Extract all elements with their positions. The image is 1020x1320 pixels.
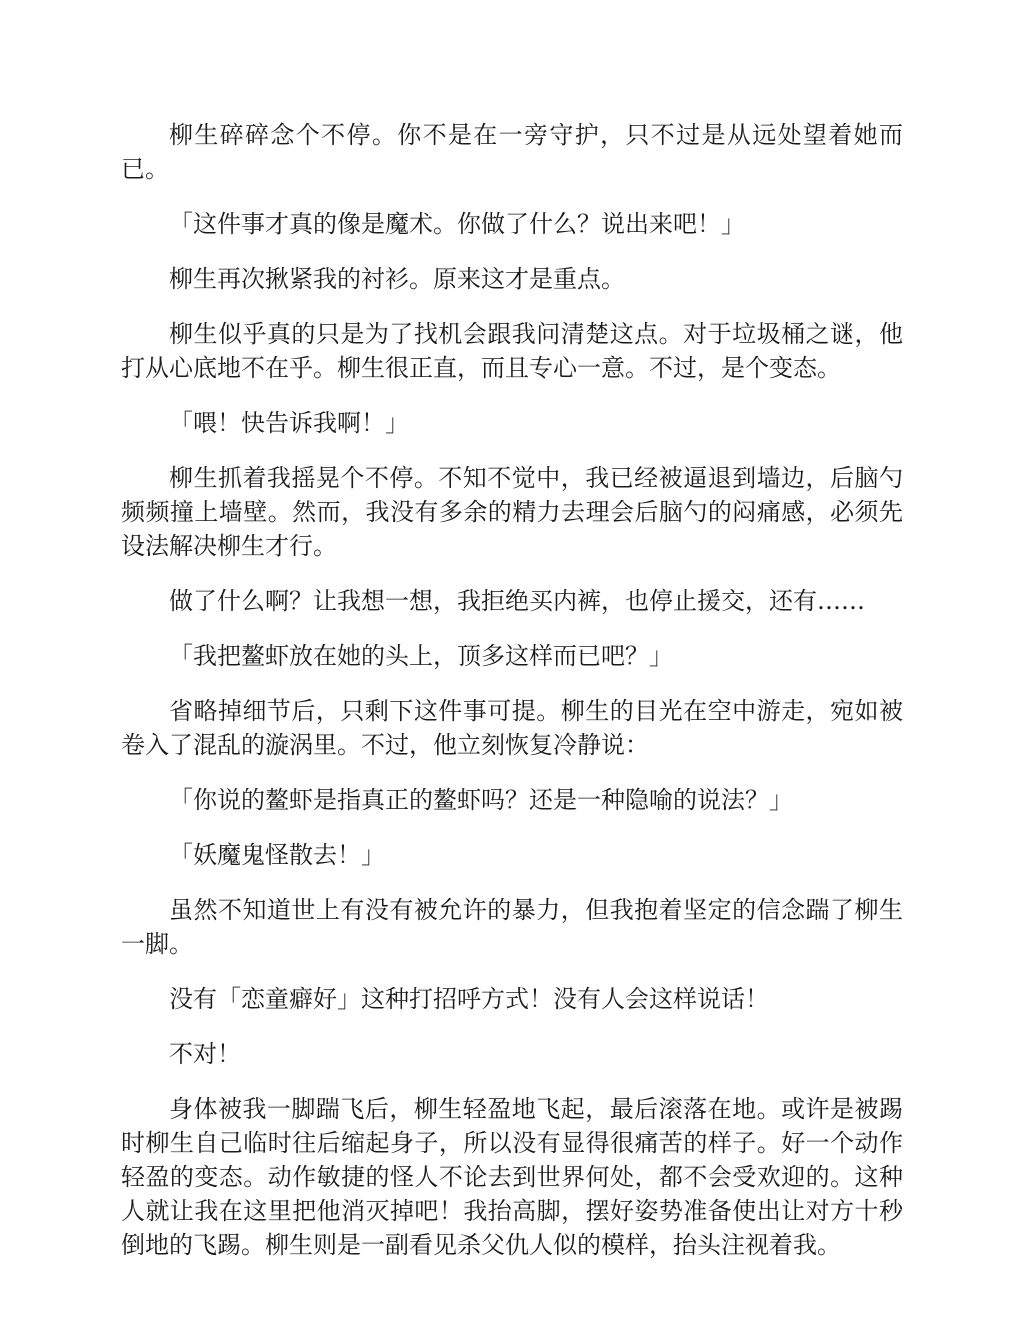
paragraph: 柳生抓着我摇晃个不停。不知不觉中，我已经被逼退到墙边，后脑勺频频撞上墙壁。然而，我没有多余的精力去理会后脑勺的闷痛感，必须先设法解决柳生才行。 xyxy=(121,464,903,560)
paragraph: 「你说的鳌虾是指真正的鳌虾吗？还是一种隐喻的说法？」 xyxy=(169,786,793,814)
paragraph: 省略掉细节后，只剩下这件事可提。柳生的目光在空中游走，宛如被卷入了混乱的漩涡里。不过，他立刻恢复冷静说： xyxy=(121,697,903,759)
paragraph: 「妖魔鬼怪散去！」 xyxy=(169,841,385,869)
paragraph: 虽然不知道世上有没有被允许的暴力，但我抱着坚定的信念踹了柳生一脚。 xyxy=(121,896,903,958)
paragraph: 不对！ xyxy=(169,1040,241,1068)
paragraph: 柳生再次揪紧我的衬衫。原来这才是重点。 xyxy=(169,265,625,293)
paragraph: 「这件事才真的像是魔术。你做了什么？说出来吧！」 xyxy=(169,210,745,238)
paragraph: 柳生似乎真的只是为了找机会跟我问清楚这点。对于垃圾桶之谜，他打从心底地不在乎。柳生很正直，而且专心一意。不过，是个变态。 xyxy=(121,320,903,382)
text-body xyxy=(121,118,903,1283)
paragraph: 柳生碎碎念个不停。你不是在一旁守护，只不过是从远处望着她而已。 xyxy=(121,121,903,183)
paragraph: 「喂！快告诉我啊！」 xyxy=(169,409,409,437)
paragraph: 做了什么啊？让我想一想，我拒绝买内裤，也停止援交，还有…… xyxy=(169,587,865,615)
paragraph: 没有「恋童癖好」这种打招呼方式！没有人会这样说话！ xyxy=(169,985,769,1013)
paragraph: 身体被我一脚踹飞后，柳生轻盈地飞起，最后滚落在地。或许是被踢时柳生自己临时往后缩起身子，所以没有显得很痛苦的样子。好一个动作轻盈的变态。动作敏捷的怪人不论去到世界何处，都不会受欢迎的。这种人就让我在这里把他消灭掉吧！我抬高脚，摆好姿势准备使出让对方十秒倒地的飞踢。柳生则是一副看见杀父仇人似的模样，抬头注视着我。 xyxy=(121,1095,903,1259)
paragraph: 「我把鳌虾放在她的头上，顶多这样而已吧？」 xyxy=(169,642,673,670)
